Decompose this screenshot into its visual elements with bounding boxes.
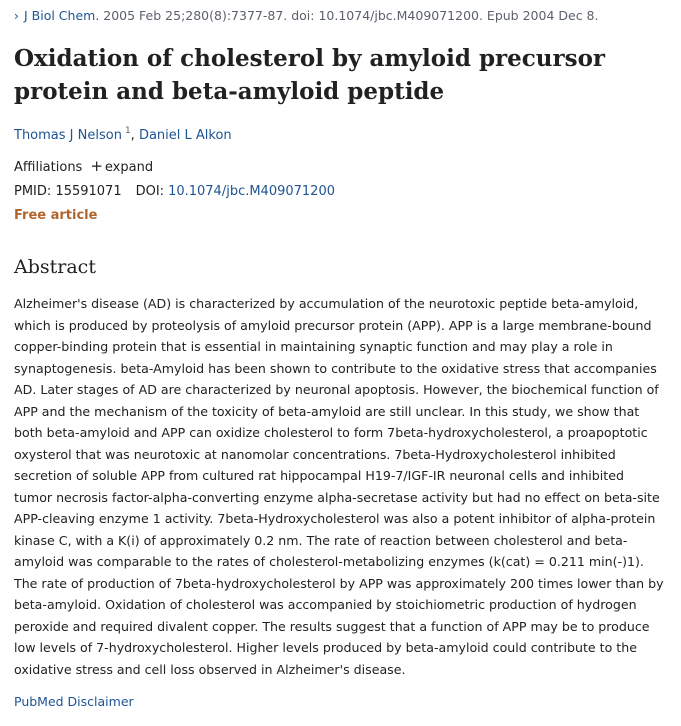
author-separator: , — [130, 128, 139, 143]
abstract-text: Alzheimer's disease (AD) is characterized by accumulation of the neurotoxic peptide beta-amyloid, which is produced by proteolysis of amyloid precursor protein (APP). APP is a large membrane-bound copper-binding protein that is essential in maintaining synaptic function and may play a role in synaptogenesis. beta-Amyloid has been shown to contribute to the oxidative stress that accompanies AD. Later stages of AD are characterized by neuronal apoptosis. However, the biochemical function of APP and the mechanism of the toxicity of beta-amyloid are still unclear. In this study, we show that both beta-amyloid and APP can oxidize cholesterol to form 7beta-hydroxycholesterol, a proapoptotic oxysterol that was neurotoxic at nanomolar concentrations. 7beta-Hydroxycholesterol inhibited secretion of soluble APP from cultured rat hippocampal H19-7/IGF-IR neuronal cells and inhibited tumor necrosis factor-alpha-converting enzyme alpha-secretase activity but had no effect on beta-site APP-cleaving enzyme 1 activity. 7beta-Hydroxycholesterol was also a potent inhibitor of alpha-protein kinase C, with a K(i) of approximately 0.2 nm. The rate of reaction between cholesterol and beta-amyloid was comparable to the rates of cholesterol-metabolizing enzymes (k(cat) = 0.211 min(-)1). The rate of production of 7beta-hydroxycholesterol by APP was approximately 200 times lower than by beta-amyloid. Oxidation of cholesterol was accompanied by stoichiometric production of hydrogen peroxide and required divalent copper. The results suggest that a function of APP may be to produce low levels of 7-hydroxycholesterol. Higher levels produced by beta-amyloid could contribute to the oxidative stress and cell loss observed in Alzheimer's disease. — [14, 296, 664, 677]
doi-link[interactable]: 10.1074/jbc.M409071200 — [168, 184, 335, 199]
citation-details: 2005 Feb 25;280(8):7377-87. doi: 10.1074/jbc.M409071200. Epub 2004 Dec 8. — [99, 8, 599, 23]
plus-icon[interactable]: + — [90, 157, 103, 175]
pmid-value: 15591071 — [55, 184, 122, 199]
free-article-badge: Free article — [14, 208, 98, 223]
article-title: Oxidation of cholesterol by amyloid precursor protein and beta-amyloid peptide — [14, 45, 606, 105]
author-list — [14, 126, 232, 143]
journal-link[interactable]: J Biol Chem. — [24, 8, 100, 23]
affiliations-toggle[interactable] — [14, 157, 154, 175]
author-link[interactable]: Thomas J Nelson — [14, 128, 122, 143]
author-link[interactable]: Daniel L Alkon — [138, 128, 232, 143]
pmid-label: PMID: — [14, 184, 52, 199]
citation-line — [14, 8, 598, 23]
identifiers — [14, 184, 335, 199]
pubmed-disclaimer-link[interactable]: PubMed Disclaimer — [14, 694, 134, 709]
affiliations-label: Affiliations — [14, 160, 83, 175]
abstract-heading: Abstract — [14, 256, 96, 278]
expand-label[interactable]: expand — [104, 160, 154, 175]
chevron-right-icon[interactable]: › — [14, 9, 19, 23]
doi-label: DOI: — [135, 184, 165, 199]
affiliation-ref[interactable]: 1 — [124, 126, 131, 136]
